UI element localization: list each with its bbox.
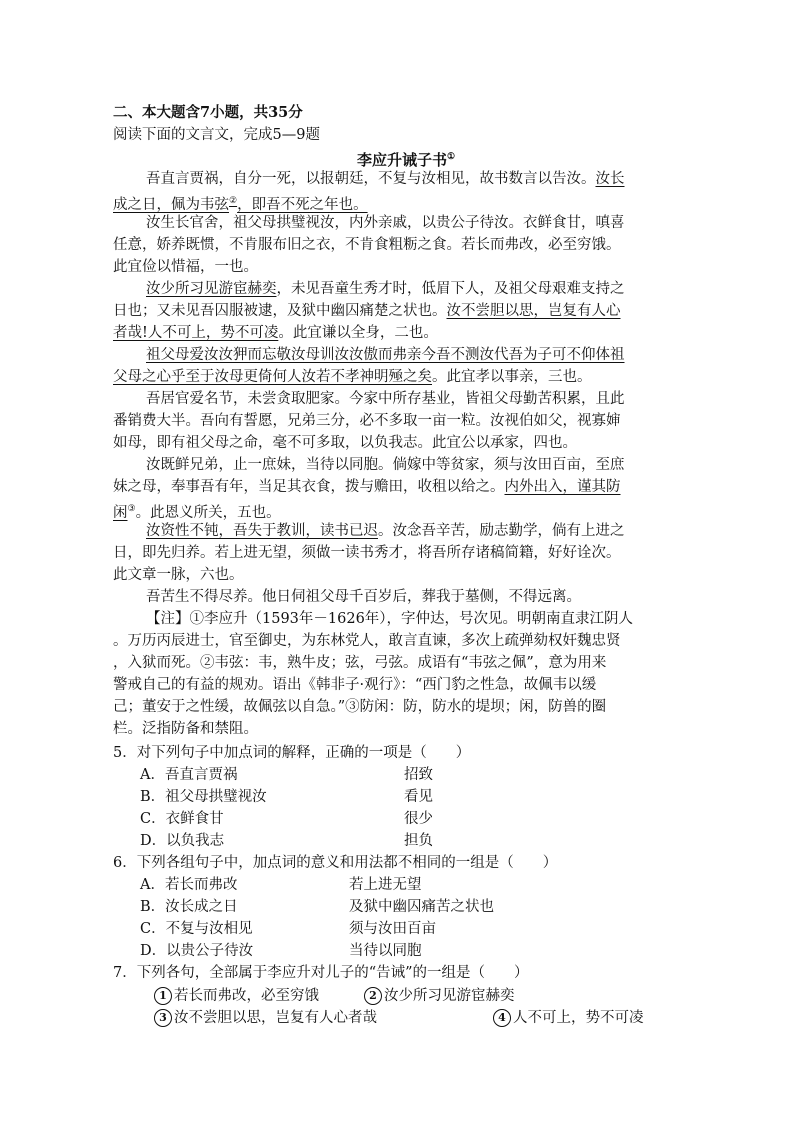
para1-line2 bbox=[113, 192, 368, 214]
p1-underline2: 成之日，佩为韦弦 bbox=[113, 196, 229, 213]
q6-option-c: C．不复与汝相见 bbox=[140, 921, 253, 937]
q5-gloss-b: 看见 bbox=[404, 789, 433, 805]
q7-item-4 bbox=[493, 1009, 644, 1027]
para4-line2 bbox=[113, 368, 592, 386]
para6-line3 bbox=[113, 500, 281, 522]
q5-gloss-d: 担负 bbox=[404, 833, 433, 849]
q6-option-a: A．若长而弗改 bbox=[140, 877, 238, 893]
p4-underline2: 父母之心乎至于汝母更倚何人汝若不孝神明殛之矣 bbox=[113, 369, 432, 385]
q7-item-1 bbox=[154, 987, 319, 1005]
p6-footnote-marker: ③ bbox=[127, 504, 136, 514]
instruction: 阅读下面的文言文，完成5—9题 bbox=[113, 127, 320, 143]
para5-line2: 番销费大半。吾向有誓愿，兄弟三分，必不多取一亩一粒。汝视伯如父，视寡婶 bbox=[113, 413, 621, 429]
p3-underline2: 汝不尝胆以思，岂复有人心 bbox=[446, 303, 621, 319]
q6-pair-a: 若上进无望 bbox=[349, 877, 422, 893]
q6-pair-b: 及狱中幽囚痛苦之状也 bbox=[349, 899, 494, 915]
para6-line1: 汝既鲜兄弟，止一庶妹，当待以同胞。倘嫁中等贫家，须与汝田百亩，至庶 bbox=[146, 457, 625, 473]
p6-text3: 。此恩义所关，五也。 bbox=[135, 504, 281, 521]
p1-underline1: 汝长 bbox=[595, 171, 625, 187]
q5-gloss-c: 很少 bbox=[404, 811, 433, 827]
note-line1: 【注】①李应升（1593年－1626年），字仲达，号次见。明朝南直隶江阴人 bbox=[146, 611, 634, 627]
q7-item-3-text: 汝不尝胆以思，岂复有人心者哉 bbox=[174, 1010, 377, 1026]
p4-text2: 。此宜孝以事亲，三也。 bbox=[432, 369, 592, 385]
para4-line1: 祖父母爱汝汝狎而忘敬汝母训汝汝傲而弗亲今吾不测汝代吾为子可不仰体祖 bbox=[146, 347, 625, 363]
q7-item-4-text: 人不可上，势不可凌 bbox=[513, 1010, 644, 1026]
p1-underline3: ，即吾不死之年也。 bbox=[237, 196, 368, 213]
para7-line3: 此文章一脉，六也。 bbox=[113, 567, 244, 583]
p6-underline1: 内外出入，谨其防 bbox=[504, 479, 621, 495]
p3-text3: 。此宜谦以全身，二也。 bbox=[278, 325, 438, 341]
para3-line2 bbox=[113, 302, 621, 320]
q7-item-1-number: 1 bbox=[154, 987, 172, 1005]
p7-underline1: 汝资性不钝，吾失于教训，读书已迟 bbox=[146, 523, 378, 539]
title-footnote-marker: ① bbox=[447, 152, 456, 162]
p7-text1: 。汝念吾辛苦，励志勤学，倘有上进之 bbox=[378, 523, 625, 539]
para3-line3 bbox=[113, 324, 438, 342]
note-line4: 警戒自己的有益的规劝。语出《韩非子·观行》：“西门豹之性急，故佩韦以缓 bbox=[113, 677, 597, 693]
para2-line1: 汝生长官舍，祖父母拱璧视汝，内外亲戚，以贵公子待汝。衣鲜食甘，嗔喜 bbox=[146, 215, 625, 231]
q6-pair-d: 当待以同胞 bbox=[349, 943, 422, 959]
note-line5: 己；董安于之性缓，故佩弦以自急。”③防闲：防，防水的堤坝；闲，防兽的圈 bbox=[113, 699, 607, 715]
p1-text: 吾直言贾祸，自分一死，以报朝廷，不复与汝相见，故书数言以告汝。 bbox=[146, 171, 596, 187]
p6-text2: 妹之母，奉事吾有年，当足其衣食，拨与赡田，收租以给之。 bbox=[113, 479, 505, 495]
p1-footnote-marker: ② bbox=[229, 196, 238, 206]
q7-stem: 7．下列各句，全部属于李应升对儿子的“告诫”的一组是（ ） bbox=[113, 965, 529, 981]
para7-line1 bbox=[146, 522, 625, 540]
para6-line2 bbox=[113, 478, 621, 496]
q7-item-2-number: 2 bbox=[364, 987, 382, 1005]
q6-pair-c: 须与汝田百亩 bbox=[349, 921, 436, 937]
q5-option-c: C．衣鲜食甘 bbox=[140, 811, 224, 827]
q7-item-2 bbox=[364, 987, 515, 1005]
note-line6: 栏。泛指防备和禁阻。 bbox=[113, 721, 258, 737]
q5-stem: 5．对下列句子中加点词的解释，正确的一项是（ ） bbox=[113, 745, 471, 761]
para3-line1 bbox=[146, 280, 625, 298]
q6-option-d: D．以贵公子待汝 bbox=[140, 943, 254, 959]
p3-underline1: 汝少所习见游宦赫奕 bbox=[146, 281, 277, 297]
q5-option-b: B．祖父母拱璧视汝 bbox=[140, 789, 267, 805]
p6-underline2: 闲 bbox=[113, 504, 128, 521]
q7-item-3-number: 3 bbox=[154, 1009, 172, 1027]
para1-line1 bbox=[146, 170, 625, 188]
q5-option-d: D．以负我志 bbox=[140, 833, 225, 849]
note-line2: 。万历丙辰进士，官至御史，为东林党人，敢言直谏，多次上疏弹劾权奸魏忠贤 bbox=[113, 633, 621, 649]
passage-title-text: 李应升诫子书 bbox=[357, 151, 448, 169]
q5-gloss-a: 招致 bbox=[404, 767, 433, 783]
q5-option-a: A．吾直言贾祸 bbox=[140, 767, 238, 783]
q7-item-4-number: 4 bbox=[493, 1009, 511, 1027]
q6-option-b: B．汝长成之日 bbox=[140, 899, 238, 915]
q7-item-1-text: 若长而弗改，必至穷饿 bbox=[174, 988, 319, 1004]
p3-text1: ，未见吾童生秀才时，低眉下人，及祖父母艰难支持之 bbox=[276, 281, 625, 297]
para5-line1: 吾居官爱名节，未尝贪取肥家。今家中所存基业，皆祖父母勤苦积累，且此 bbox=[146, 391, 625, 407]
section-header: 二、本大题含7小题，共35分 bbox=[113, 104, 303, 121]
para2-line3: 此宜俭以惜福，一也。 bbox=[113, 259, 258, 275]
q7-item-3 bbox=[154, 1009, 377, 1027]
para5-line3: 如母，即有祖父母之命，毫不可多取，以负我志。此宜公以承家，四也。 bbox=[113, 435, 577, 451]
q7-item-2-text: 汝少所习见游宦赫奕 bbox=[384, 988, 515, 1004]
p3-text2: 日也；又未见吾囚服被逮，及狱中幽囚痛楚之状也。 bbox=[113, 303, 447, 319]
q6-stem: 6．下列各组句子中，加点词的意义和用法都不相同的一组是（ ） bbox=[113, 855, 558, 871]
para8-line1: 吾苦生不得尽养。他日伺祖父母千百岁后，葬我于墓侧，不得远离。 bbox=[146, 589, 581, 605]
para2-line2: 任意，娇养既惯，不肯服布旧之衣，不肯食粗粝之食。若长而弗改，必至穷饿。 bbox=[113, 237, 621, 253]
note-line3: ，入狱而死。②韦弦：韦，熟牛皮；弦，弓弦。成语有“韦弦之佩”，意为用来 bbox=[113, 655, 607, 671]
passage-title bbox=[357, 148, 455, 169]
para7-line2: 日，即先归养。若上进无望，须做一读书秀才，将吾所存诸稿简籍，好好诠次。 bbox=[113, 545, 621, 561]
p3-underline3: 者哉!人不可上，势不可凌 bbox=[113, 325, 279, 341]
